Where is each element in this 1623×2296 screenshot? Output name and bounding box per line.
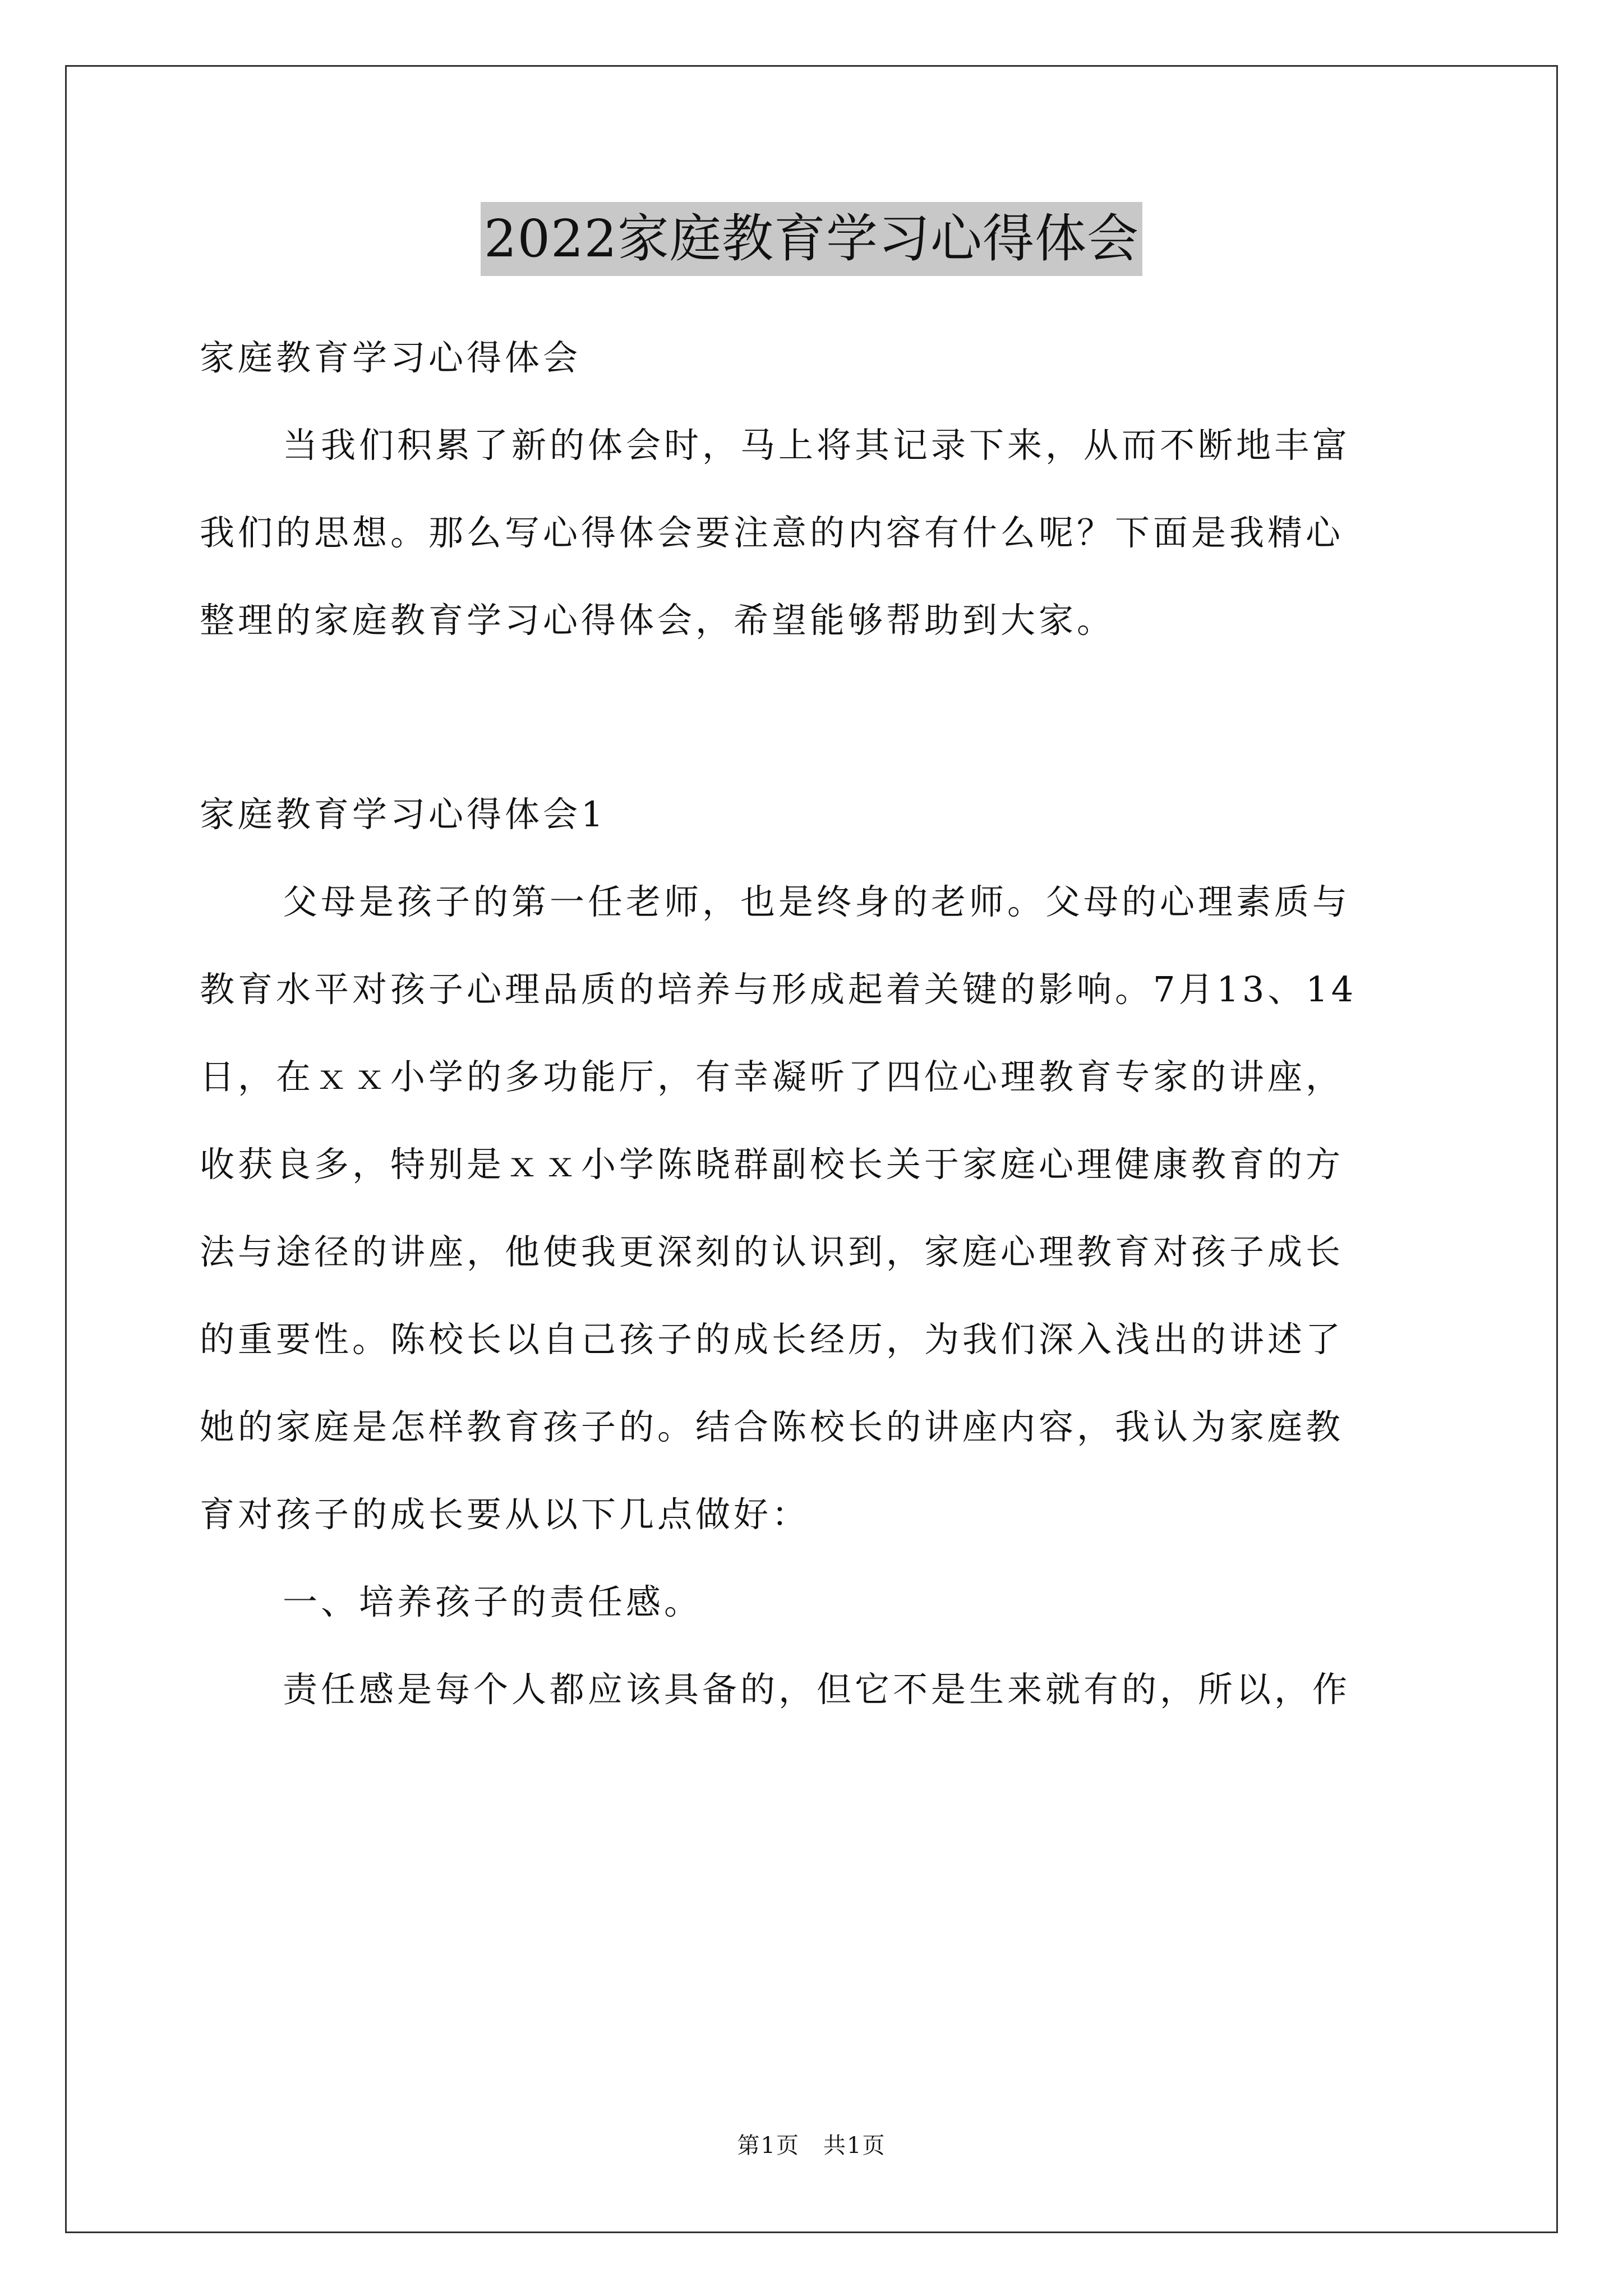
section-heading: 家庭教育学习心得体会1 [200, 794, 607, 835]
title-container [0, 202, 1623, 276]
paragraph-line: 她的家庭是怎样教育孩子的。结合陈校长的讲座内容，我认为家庭教 [200, 1406, 1344, 1447]
paragraph-line: 收获良多，特别是ｘｘ小学陈晓群副校长关于家庭心理健康教育的方 [200, 1144, 1344, 1185]
paragraph-line: 育对孩子的成长要从以下几点做好： [200, 1494, 810, 1535]
subtitle: 家庭教育学习心得体会 [200, 337, 582, 378]
paragraph-line: 当我们积累了新的体会时，马上将其记录下来，从而不断地丰富 [283, 425, 1351, 466]
section-gap [200, 664, 1428, 771]
document-title: 2022家庭教育学习心得体会 [481, 202, 1142, 276]
paragraph-line: 的重要性。陈校长以自己孩子的成长经历，为我们深入浅出的讲述了 [200, 1319, 1344, 1360]
paragraph-line: 教育水平对孩子心理品质的培养与形成起着关键的影响。7月13、14 [200, 969, 1357, 1010]
paragraph-line: 责任感是每个人都应该具备的，但它不是生来就有的，所以，作 [283, 1669, 1351, 1710]
paragraph-line: 法与途径的讲座，他使我更深刻的认识到，家庭心理教育对孩子成长 [200, 1231, 1344, 1272]
paragraph-line: 整理的家庭教育学习心得体会，希望能够帮助到大家。 [200, 600, 1115, 641]
list-heading: 一、培养孩子的责任感。 [283, 1581, 703, 1622]
paragraph-line: 父母是孩子的第一任老师，也是终身的老师。父母的心理素质与 [283, 881, 1351, 922]
page-footer: 第1页 共1页 [737, 2133, 886, 2159]
document-body [200, 314, 1428, 1733]
paragraph-line: 日，在ｘｘ小学的多功能厅，有幸凝听了四位心理教育专家的讲座， [200, 1056, 1344, 1097]
paragraph-line: 我们的思想。那么写心得体会要注意的内容有什么呢？下面是我精心 [200, 512, 1344, 553]
